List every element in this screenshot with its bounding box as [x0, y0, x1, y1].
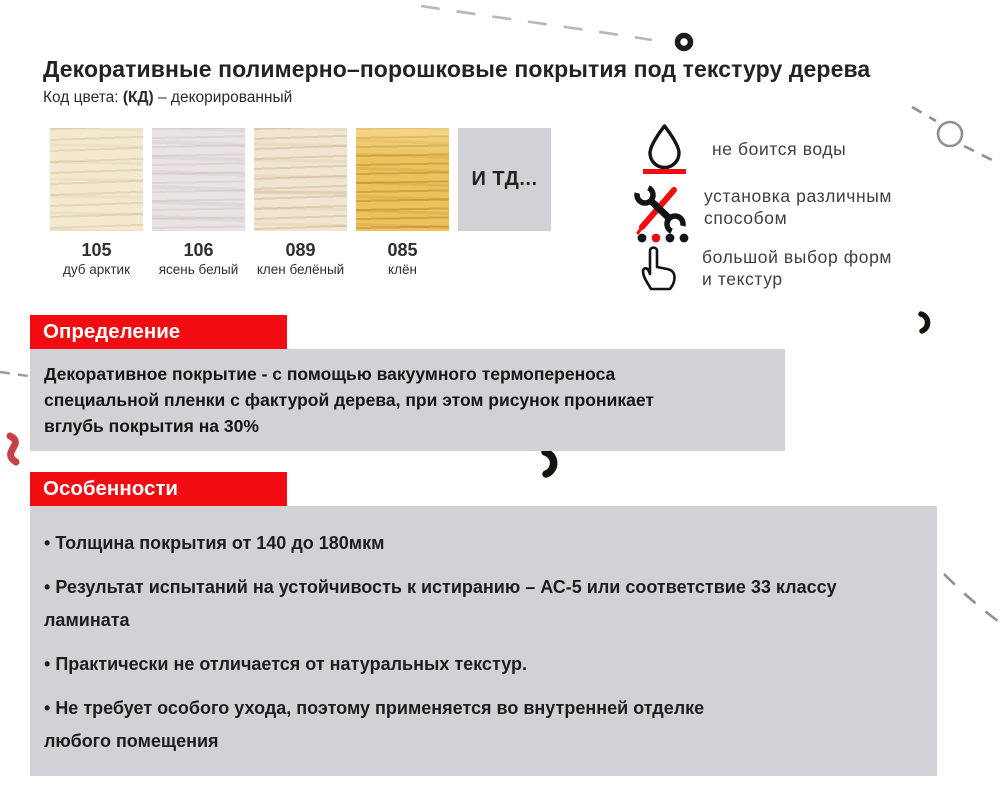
- swatch-code: 085: [387, 240, 418, 260]
- page-title: Декоративные полимерно–порошковые покрытия под текстуру дерева: [43, 56, 871, 82]
- feature-install: [631, 180, 892, 236]
- feature-choice: [636, 231, 892, 293]
- features-header: Особенности: [30, 472, 287, 506]
- water-drop-icon: [641, 123, 688, 175]
- swatch-name: ясень белый: [158, 262, 239, 277]
- feature-bullet-care: • Не требует особого ухода, поэтому применяется во внутренней отделке любого помещения: [44, 692, 915, 758]
- red-squiggle: [10, 436, 16, 462]
- hand-tap-icon: [636, 231, 692, 293]
- swatch-row: [50, 128, 551, 277]
- swatch-code: 105: [81, 240, 112, 260]
- swatch-089: [254, 128, 347, 277]
- feature-bullet-thickness: • Толщина покрытия от 140 до 180мкм: [44, 527, 915, 560]
- dashed-line-right-top-a: [912, 107, 936, 121]
- features-body: [30, 506, 937, 776]
- swatch-name: клён: [388, 262, 417, 277]
- definition-body: Декоративное покрытие - с помощью вакуумного термопереноса специальной пленки с фактурой дерева, при этом рисунок проникает вглубь покрытия на 30%: [30, 349, 785, 451]
- ring-circle: [938, 122, 962, 146]
- swatch-image-089: [254, 128, 347, 231]
- color-code-subtitle: Код цвета: (КД) – декорированный: [43, 89, 293, 106]
- tools-icon: [631, 180, 689, 236]
- donut-dot: [678, 36, 691, 49]
- swatch-code: 089: [285, 240, 316, 260]
- swatch-image-105: [50, 128, 143, 231]
- feature-bullet-natural: • Практически не отличается от натуральных текстур.: [44, 648, 915, 681]
- etc-placeholder: [458, 128, 551, 231]
- dashed-line-right-bottom: [944, 574, 1000, 624]
- feature-bullet-abrasion: • Результат испытаний на устойчивость к истиранию – АС-5 или соответствие 33 классу ламината: [44, 571, 915, 637]
- swatch-code: 106: [183, 240, 214, 260]
- swatch-image-085: [356, 128, 449, 231]
- crescent-small: [921, 314, 928, 331]
- feature-water: [641, 123, 846, 175]
- feature-label: установка различным способом: [704, 186, 893, 228]
- feature-label: большой выбор форм и текстур: [702, 247, 893, 289]
- swatch-085: [356, 128, 449, 277]
- swatch-106: [152, 128, 245, 277]
- dashed-line-top: [421, 6, 652, 40]
- swatch-image-106: [152, 128, 245, 231]
- crescent-mid: [545, 452, 554, 474]
- swatch-name: клен белёный: [256, 262, 345, 277]
- dashed-line-right-top-b: [964, 146, 992, 160]
- swatch-105: [50, 128, 143, 277]
- swatch-name: дуб арктик: [63, 262, 130, 277]
- dashed-line-left: [0, 372, 28, 376]
- feature-label: не боится воды: [712, 139, 847, 159]
- definition-header: Определение: [30, 315, 287, 349]
- etc-label: И ТД...: [471, 168, 538, 190]
